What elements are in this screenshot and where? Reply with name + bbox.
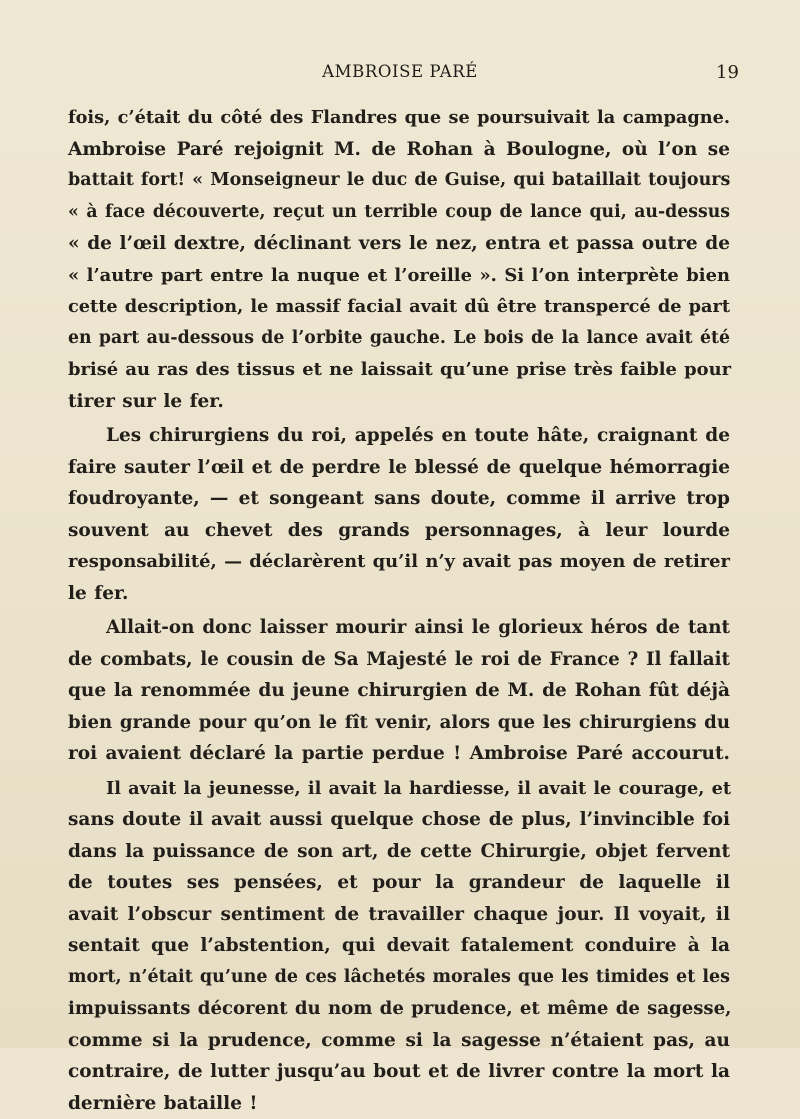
paragraph-2 <box>68 420 730 609</box>
text-line: tirer sur le fer. <box>68 386 730 418</box>
text-line: foudroyante, — et songeant sans doute, comme il arrive trop <box>68 483 730 515</box>
text-line: « à face découverte, reçut un terrible coup de lance qui, au-dessus <box>68 197 730 229</box>
text-line: en part au-dessous de l’orbite gauche. Le bois de la lance avait été <box>68 323 730 355</box>
text-line: impuissants décorent du nom de prudence, et même de sagesse, <box>68 993 730 1025</box>
text-line: avait l’obscur sentiment de travailler chaque jour. Il voyait, il <box>68 899 730 931</box>
text-line: dans la puissance de son art, de cette Chirurgie, objet fervent <box>68 836 730 868</box>
text-line: fois, c’était du côté des Flandres que se poursuivait la campagne. <box>68 102 730 134</box>
paragraph-3 <box>68 612 730 770</box>
text-line: sans doute il avait aussi quelque chose de plus, l’invincible foi <box>68 804 730 836</box>
text-line: de toutes ses pensées, et pour la grandeur de laquelle il <box>68 867 730 899</box>
paragraph-4 <box>68 773 730 1119</box>
page-number: 19 <box>716 62 739 83</box>
text-line: bien grande pour qu’on le fît venir, alors que les chirurgiens du <box>68 707 730 739</box>
text-line: souvent au chevet des grands personnages, à leur lourde <box>68 515 730 547</box>
body-text <box>68 102 730 1119</box>
text-line: Il avait la jeunesse, il avait la hardiesse, il avait le courage, et <box>68 773 730 805</box>
text-line: dernière bataille ! <box>68 1088 730 1119</box>
text-line: le fer. <box>68 578 730 610</box>
text-line: Allait-on donc laisser mourir ainsi le glorieux héros de tant <box>68 612 730 644</box>
text-line: sentait que l’abstention, qui devait fatalement conduire à la <box>68 930 730 962</box>
text-line: roi avaient déclaré la partie perdue ! Ambroise Paré accourut. <box>68 738 730 770</box>
text-line: comme si la prudence, comme si la sagesse n’étaient pas, au <box>68 1025 730 1057</box>
text-line: Les chirurgiens du roi, appelés en toute hâte, craignant de <box>68 420 730 452</box>
text-line: faire sauter l’œil et de perdre le blessé de quelque hémorragie <box>68 452 730 484</box>
text-line: mort, n’était qu’une de ces lâchetés morales que les timides et les <box>68 962 730 994</box>
text-line: « de l’œil dextre, déclinant vers le nez, entra et passa outre de <box>68 228 730 260</box>
text-line: « l’autre part entre la nuque et l’oreille ». Si l’on interprète bien <box>68 260 730 292</box>
running-head: AMBROISE PARÉ <box>0 62 800 81</box>
text-line: Ambroise Paré rejoignit M. de Rohan à Boulogne, où l’on se <box>68 134 730 166</box>
text-line: brisé au ras des tissus et ne laissait qu’une prise très faible pour <box>68 354 730 386</box>
text-line: que la renommée du jeune chirurgien de M. de Rohan fût déjà <box>68 675 730 707</box>
text-line: battait fort! « Monseigneur le duc de Guise, qui bataillait toujours <box>68 165 730 197</box>
text-line: contraire, de lutter jusqu’au bout et de livrer contre la mort la <box>68 1056 730 1088</box>
text-line: cette description, le massif facial avait dû être transpercé de part <box>68 291 730 323</box>
paragraph-1 <box>68 102 730 417</box>
text-line: responsabilité, — déclarèrent qu’il n’y avait pas moyen de retirer <box>68 546 730 578</box>
text-line: de combats, le cousin de Sa Majesté le roi de France ? Il fallait <box>68 644 730 676</box>
page-header <box>0 62 800 86</box>
